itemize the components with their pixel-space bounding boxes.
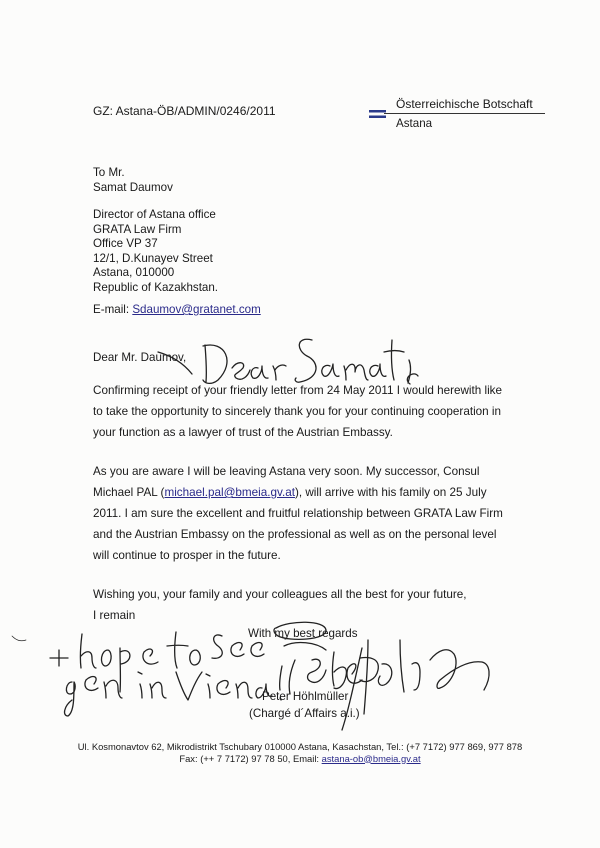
handwritten-signature bbox=[284, 640, 489, 730]
letter-footer bbox=[60, 741, 540, 764]
paragraph-line: your function as a lawyer of trust of the Austrian Embassy. bbox=[93, 426, 393, 439]
paragraph-line: I remain bbox=[93, 609, 136, 622]
footer-address: Ul. Kosmonavtov 62, Mikrodistrikt Tschubary 010000 Astana, Kasachstan, Tel.: (+7 7172) 977 869, 977 878 bbox=[77, 741, 523, 752]
embassy-name: Österreichische Botschaft bbox=[396, 97, 533, 111]
address-line: GRATA Law Firm bbox=[93, 222, 182, 236]
email-label: E-mail: bbox=[93, 303, 130, 316]
paragraph-line: 2011. I am sure the excellent and fruitful relationship between GRATA Law Firm bbox=[93, 507, 503, 520]
address-line: Office VP 37 bbox=[93, 237, 158, 251]
address-line: 12/1, D.Kunayev Street bbox=[93, 251, 213, 265]
paragraph-text: ), will arrive with his family on 25 July bbox=[294, 486, 487, 499]
footer-fax: Fax: (++ 7 7172) 97 78 50, Email: bbox=[179, 752, 322, 764]
handwritten-greeting bbox=[203, 339, 418, 384]
successor-email-link[interactable]: michael.pal@bmeia.gv.at bbox=[164, 486, 295, 499]
handwritten-note bbox=[50, 632, 282, 716]
signatory-name: Peter Höhlmüller bbox=[262, 690, 349, 703]
handwritten-circle bbox=[274, 622, 326, 639]
footer-email-link[interactable]: astana-ob@bmeia.gv.at bbox=[321, 752, 421, 764]
paragraph-line: will continue to prosper in the future. bbox=[93, 549, 281, 562]
paragraph-line: to take the opportunity to sincerely thank you for your continuing cooperation in bbox=[93, 405, 502, 418]
paragraph-line: Wishing you, your family and your colleagues all the best for your future, bbox=[93, 588, 467, 601]
paragraph-line: and the Austrian Embassy on the professional as well as on the personal level bbox=[93, 528, 497, 541]
reference-number: GZ: Astana-ÖB/ADMIN/0246/2011 bbox=[93, 104, 276, 118]
paragraph-text: Michael PAL ( bbox=[93, 486, 165, 499]
recipient-name: Samat Daumov bbox=[93, 181, 173, 194]
signatory-title: (Chargé d´Affairs a.i.) bbox=[249, 707, 360, 720]
address-line: Republic of Kazakhstan. bbox=[93, 280, 219, 294]
recipient-to: To Mr. bbox=[93, 166, 125, 179]
salutation: Dear Mr. Daumov, bbox=[93, 351, 187, 364]
paragraph-line: As you are aware I will be leaving Astana very soon. My successor, Consul bbox=[93, 465, 480, 478]
closing-regards: With my best regards bbox=[248, 627, 358, 640]
handwritten-mark bbox=[158, 352, 192, 374]
margin-mark bbox=[12, 636, 26, 641]
address-line: Director of Astana office bbox=[93, 208, 216, 221]
embassy-city: Astana bbox=[396, 117, 433, 130]
address-line: Astana, 010000 bbox=[93, 266, 175, 280]
paragraph-line: Confirming receipt of your friendly letter from 24 May 2011 I would herewith like bbox=[93, 384, 503, 397]
footer-contact bbox=[60, 753, 540, 765]
recipient-email-link[interactable]: Sdaumov@gratanet.com bbox=[132, 303, 261, 316]
